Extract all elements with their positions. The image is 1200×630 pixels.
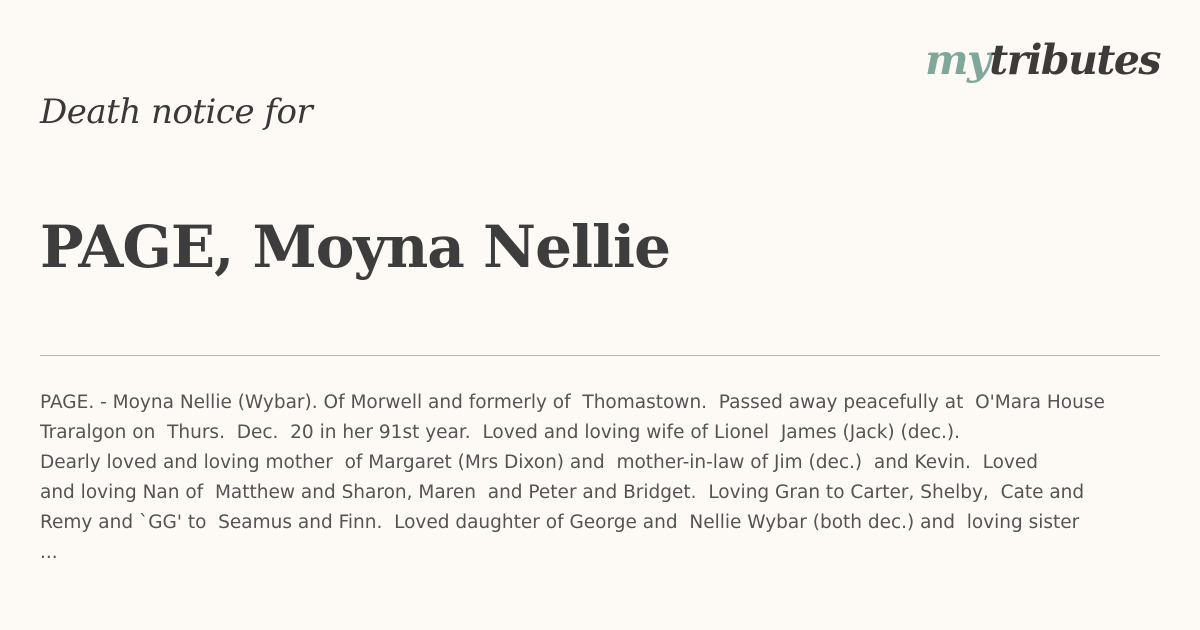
notice-body-line: Dearly loved and loving mother of Margaret (Mrs Dixon) and mother-in-law of Jim (dec.) and Kevin. Loved xyxy=(40,452,1038,473)
notice-body-line: PAGE. - Moyna Nellie (Wybar). Of Morwell and formerly of Thomastown. Passed away peacefully at O'Mara House xyxy=(40,392,1105,413)
notice-body xyxy=(40,388,1190,568)
notice-body-line: and loving Nan of Matthew and Sharon, Maren and Peter and Bridget. Loving Gran to Carter, Shelby, Cate and xyxy=(40,482,1085,503)
notice-eyebrow: Death notice for xyxy=(40,92,313,132)
deceased-name: PAGE, Moyna Nellie xyxy=(40,213,670,281)
notice-body-line: Traralgon on Thurs. Dec. 20 in her 91st year. Loved and loving wife of Lionel James (Jack) (dec.). xyxy=(40,422,961,443)
notice-body-line: Remy and `GG' to Seamus and Finn. Loved daughter of George and Nellie Wybar (both dec.) and loving sister xyxy=(40,512,1080,533)
notice-body-ellipsis: ... xyxy=(40,542,58,563)
divider xyxy=(40,355,1160,356)
mytributes-logo[interactable] xyxy=(925,30,1160,90)
logo-suffix: tributes xyxy=(989,36,1160,84)
logo-prefix: my xyxy=(925,36,990,84)
